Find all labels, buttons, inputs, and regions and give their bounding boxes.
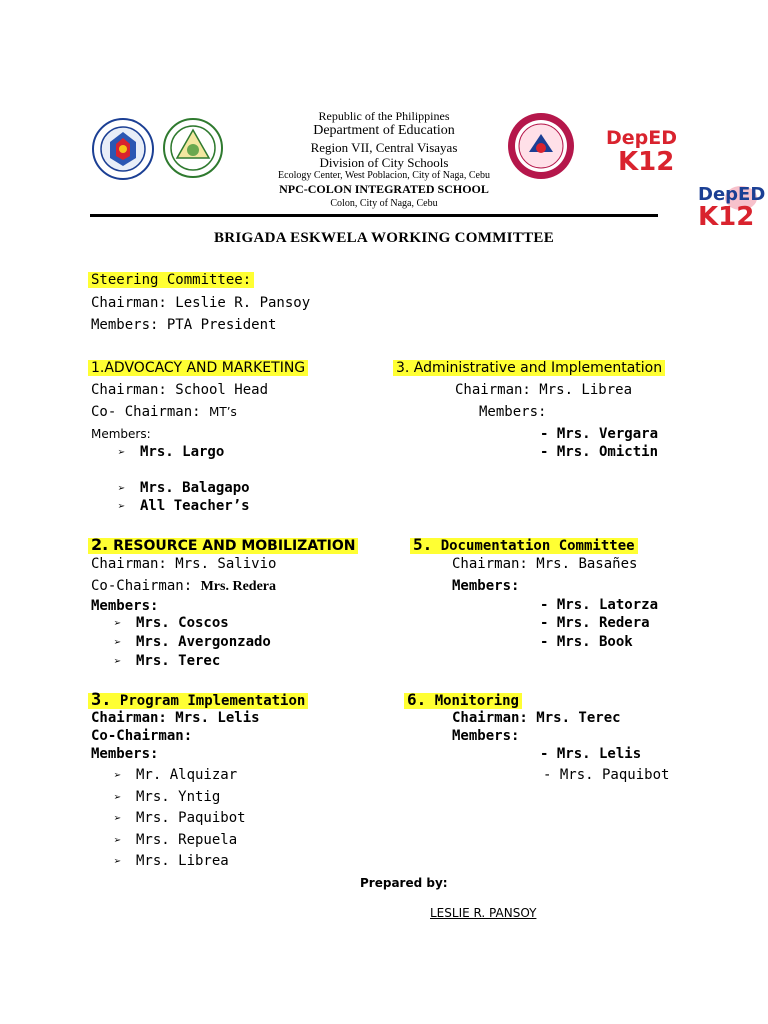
- advocacy-members-label: Members:: [91, 427, 151, 441]
- arrow-bullet-icon: ➢: [114, 635, 122, 649]
- advocacy-member-name: All Teacher’s: [140, 498, 250, 514]
- documentation-heading: [410, 535, 638, 554]
- program-cochairman: Co-Chairman:: [91, 728, 193, 744]
- advocacy-member-item: [118, 480, 250, 496]
- monitoring-heading-text: Monitoring: [426, 693, 519, 709]
- program-member-name: Mrs. Yntig: [136, 789, 221, 805]
- resource-member-name: Mrs. Coscos: [136, 615, 229, 631]
- arrow-bullet-icon: ➢: [114, 768, 122, 782]
- documentation-chairman: [452, 556, 637, 572]
- program-chairman: Chairman: Mrs. Lelis: [91, 710, 260, 726]
- steering-heading: [88, 272, 254, 288]
- steering-heading-label: Steering Committee:: [88, 272, 254, 288]
- svg-text:K12: K12: [698, 202, 755, 230]
- advocacy-member-item: [118, 498, 250, 514]
- resource-heading-label: [88, 535, 358, 554]
- resource-heading-number: 2.: [91, 535, 109, 554]
- arrow-bullet-icon: ➢: [114, 811, 122, 825]
- arrow-bullet-icon: ➢: [114, 654, 122, 668]
- monitoring-heading: [404, 690, 522, 709]
- header-division: Division of City Schools: [319, 155, 449, 170]
- arrow-bullet-icon: ➢: [114, 616, 122, 630]
- program-member-name: Mrs. Repuela: [136, 832, 238, 848]
- resource-heading: [88, 535, 358, 554]
- advocacy-heading: [88, 360, 308, 376]
- admin-member-item: - Mrs. Vergara: [540, 426, 659, 442]
- advocacy-heading-label: 1.ADVOCACY AND MARKETING: [88, 360, 308, 376]
- resource-cochairman-label: Co-Chairman:: [91, 578, 201, 594]
- steering-members: Members: PTA President: [91, 317, 277, 333]
- monitoring-member-item: - Mrs. Paquibot: [543, 767, 670, 783]
- resource-cochairman-value: Mrs. Redera: [200, 579, 276, 594]
- program-heading-text: Program Implementation: [111, 693, 306, 709]
- header-school-address: Colon, City of Naga, Cebu: [330, 198, 438, 209]
- documentation-member-item: - Mrs. Book: [540, 634, 633, 650]
- resource-member-name: Mrs. Avergonzado: [136, 634, 271, 650]
- admin-heading: [393, 360, 665, 376]
- program-member-item: [114, 853, 229, 869]
- preparer-name: LESLIE R. PANSOY: [430, 906, 537, 920]
- advocacy-cochairman-value: MT’s: [209, 405, 237, 419]
- arrow-bullet-icon: ➢: [114, 790, 122, 804]
- documentation-heading-label: [410, 535, 638, 554]
- program-member-item: [114, 767, 237, 783]
- resource-chairman: Chairman: Mrs. Salivio: [91, 556, 277, 572]
- documentation-members-label: Members:: [452, 578, 520, 594]
- svg-text:DepED: DepED: [606, 127, 678, 149]
- program-heading-label: [88, 690, 308, 710]
- advocacy-member-item: [118, 444, 224, 460]
- monitoring-heading-label: [404, 690, 522, 709]
- admin-members-label: Members:: [479, 404, 547, 420]
- prepared-by-label: Prepared by:: [360, 876, 448, 890]
- arrow-bullet-icon: ➢: [114, 833, 122, 847]
- advocacy-cochairman-label: Co- Chairman:: [91, 404, 210, 420]
- documentation-member-item: - Mrs. Latorza: [540, 597, 659, 613]
- header-address-line: Ecology Center, West Poblacion, City of Naga, Cebu: [278, 170, 490, 181]
- program-member-name: Mrs. Librea: [136, 853, 229, 869]
- arrow-bullet-icon: ➢: [114, 854, 122, 868]
- header-school-name: NPC-COLON INTEGRATED SCHOOL: [279, 182, 489, 196]
- header-republic: Republic of the Philippines: [318, 109, 450, 123]
- documentation-chairman-value: Mrs. Basañes: [536, 556, 638, 572]
- monitoring-heading-number: 6.: [407, 690, 427, 709]
- program-member-name: Mr. Alquizar: [136, 767, 238, 783]
- header-department: Department of Education: [313, 123, 455, 138]
- program-members-label: Members:: [91, 746, 159, 762]
- arrow-bullet-icon: ➢: [118, 499, 126, 513]
- program-heading-number: 3.: [91, 690, 112, 710]
- resource-heading-text: RESOURCE AND MOBILIZATION: [108, 538, 356, 554]
- header-divider: [90, 214, 658, 217]
- resource-member-item: [114, 615, 229, 631]
- svg-text:K12: K12: [618, 147, 675, 174]
- arrow-bullet-icon: ➢: [118, 445, 126, 459]
- documentation-heading-text: Documentation Committee: [432, 538, 635, 554]
- documentation-chairman-label: Chairman:: [452, 556, 537, 572]
- resource-cochairman: [91, 578, 276, 595]
- documentation-heading-number: 5.: [413, 535, 433, 554]
- resource-member-name: Mrs. Terec: [136, 653, 221, 669]
- program-member-item: [114, 832, 237, 848]
- advocacy-member-name: Mrs. Balagapo: [140, 480, 250, 496]
- program-heading: [88, 690, 308, 710]
- page-title: BRIGADA ESKWELA WORKING COMMITTEE: [213, 230, 555, 246]
- advocacy-chairman: Chairman: School Head: [91, 382, 269, 398]
- advocacy-cochairman: [91, 404, 237, 420]
- monitoring-members-label: Members:: [452, 728, 520, 744]
- steering-chairman: Chairman: Leslie R. Pansoy: [91, 295, 311, 311]
- monitoring-member-item: - Mrs. Lelis: [540, 746, 642, 762]
- monitoring-chairman: Chairman: Mrs. Terec: [452, 710, 621, 726]
- resource-member-item: [114, 634, 271, 650]
- admin-heading-label: 3. Administrative and Implementation: [393, 360, 665, 376]
- arrow-bullet-icon: ➢: [118, 481, 126, 495]
- resource-member-item: [114, 653, 220, 669]
- advocacy-member-name: Mrs. Largo: [140, 444, 225, 460]
- admin-chairman: Chairman: Mrs. Librea: [455, 382, 633, 398]
- admin-member-item: - Mrs. Omictin: [540, 444, 659, 460]
- resource-members-label: Members:: [91, 598, 159, 614]
- program-member-name: Mrs. Paquibot: [136, 810, 246, 826]
- header-region: Region VII, Central Visayas: [310, 140, 458, 155]
- program-member-item: [114, 810, 246, 826]
- svg-text:DepED: DepED: [698, 184, 766, 205]
- documentation-member-item: - Mrs. Redera: [540, 615, 650, 631]
- program-member-item: [114, 789, 220, 805]
